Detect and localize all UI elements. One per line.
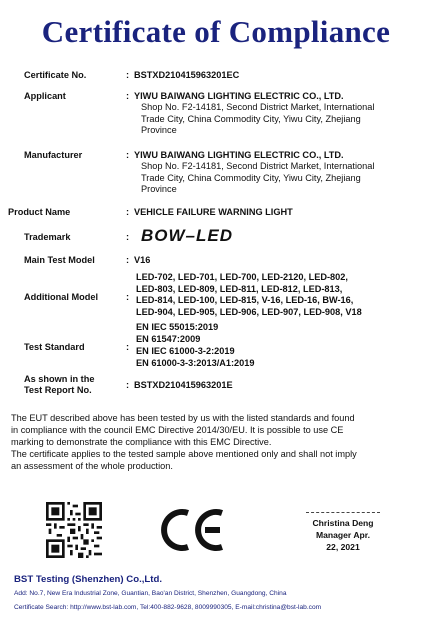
signatory-name: Christina Deng bbox=[312, 518, 374, 528]
additional-model-line: LED-904, LED-905, LED-906, LED-907, LED-908, V18 bbox=[136, 306, 362, 317]
test-report-value: BSTXD210415963201E bbox=[134, 380, 233, 390]
colon: : bbox=[126, 292, 130, 302]
lab-contact: Certificate Search: http://www.bst-lab.com, Tel:400-882-9628, 8009990305, E-mail:christina@bst-lab.com bbox=[14, 604, 322, 611]
test-standard-label: Test Standard bbox=[24, 342, 85, 352]
applicant-address-line: Shop No. F2-14181, Second District Market, International bbox=[141, 102, 375, 112]
colon: : bbox=[126, 255, 130, 265]
colon: : bbox=[126, 342, 130, 352]
qr-code bbox=[46, 502, 102, 558]
colon: : bbox=[126, 207, 130, 217]
colon: : bbox=[126, 232, 130, 242]
test-report-label-line: As shown in the bbox=[24, 374, 95, 384]
trademark-label: Trademark bbox=[24, 232, 71, 242]
colon: : bbox=[126, 91, 130, 101]
additional-model-line: LED-702, LED-701, LED-700, LED-2120, LED-802, bbox=[136, 272, 348, 282]
main-test-model-value: V16 bbox=[134, 255, 151, 265]
manufacturer-address-line: Shop No. F2-14181, Second District Market, International bbox=[141, 161, 375, 171]
statement-line: The certificate applies to the tested sample above mentioned only and shall not imply bbox=[11, 449, 357, 459]
signatory-title: Manager Apr. bbox=[315, 530, 371, 540]
manufacturer-name: YIWU BAIWANG LIGHTING ELECTRIC CO., LTD. bbox=[134, 150, 344, 160]
additional-model-line: LED-803, LED-809, LED-811, LED-812, LED-813, bbox=[136, 283, 343, 294]
lab-name: BST Testing (Shenzhen) Co.,Ltd. bbox=[14, 574, 162, 585]
additional-model-label: Additional Model bbox=[24, 292, 99, 302]
test-report-label-line: Test Report No. bbox=[24, 385, 92, 395]
test-standard-line: EN IEC 61000-3-2:2019 bbox=[136, 346, 235, 356]
test-standard-line: EN 61000-3-3:2013/A1:2019 bbox=[136, 358, 255, 368]
signatory-date: 22, 2021 bbox=[326, 542, 360, 552]
lab-address: Add: No.7, New Era Industrial Zone, Guantian, Bao'an District, Shenzhen, Guangdong, China bbox=[14, 590, 287, 597]
applicant-label: Applicant bbox=[24, 91, 66, 101]
test-standard-line: EN IEC 55015:2019 bbox=[136, 322, 219, 332]
trademark-logo bbox=[141, 226, 233, 246]
certificate-no-label: Certificate No. bbox=[24, 70, 87, 80]
colon: : bbox=[126, 70, 130, 80]
applicant-address-line: Province bbox=[141, 125, 177, 135]
manufacturer-address-line: Trade City, China Commodity City, Yiwu City, Zhejiang bbox=[141, 172, 361, 183]
certificate-title: Certificate of Compliance bbox=[41, 14, 391, 49]
test-standard-line: EN 61547:2009 bbox=[136, 334, 201, 344]
manufacturer-address-line: Province bbox=[141, 184, 177, 194]
product-name-label: Product Name bbox=[8, 207, 71, 217]
ce-mark-icon bbox=[158, 505, 228, 555]
manufacturer-label: Manufacturer bbox=[24, 150, 83, 160]
statement-line: in compliance with the council EMC Directive 2014/30/EU. It is possible to use CE bbox=[11, 425, 344, 435]
main-test-model-label: Main Test Model bbox=[24, 255, 95, 265]
colon: : bbox=[126, 150, 130, 160]
statement-line: marking to demonstrate the compliance with this EMC Directive. bbox=[11, 437, 272, 447]
statement-line: an assessment of the whole production. bbox=[11, 461, 173, 471]
trademark-logo-text: BOW–LED bbox=[141, 226, 233, 245]
signature-line bbox=[306, 512, 380, 513]
statement-line: The EUT described above has been tested by us with the listed standards and found bbox=[11, 413, 355, 423]
certificate-no-value: BSTXD210415963201EC bbox=[134, 70, 240, 80]
additional-model-line: LED-814, LED-100, LED-815, V-16, LED-16, BW-16, bbox=[136, 295, 354, 305]
product-name-value: VEHICLE FAILURE WARNING LIGHT bbox=[134, 207, 293, 217]
applicant-name: YIWU BAIWANG LIGHTING ELECTRIC CO., LTD. bbox=[134, 91, 344, 101]
colon: : bbox=[126, 380, 130, 390]
applicant-address-line: Trade City, China Commodity City, Yiwu City, Zhejiang bbox=[141, 113, 361, 124]
